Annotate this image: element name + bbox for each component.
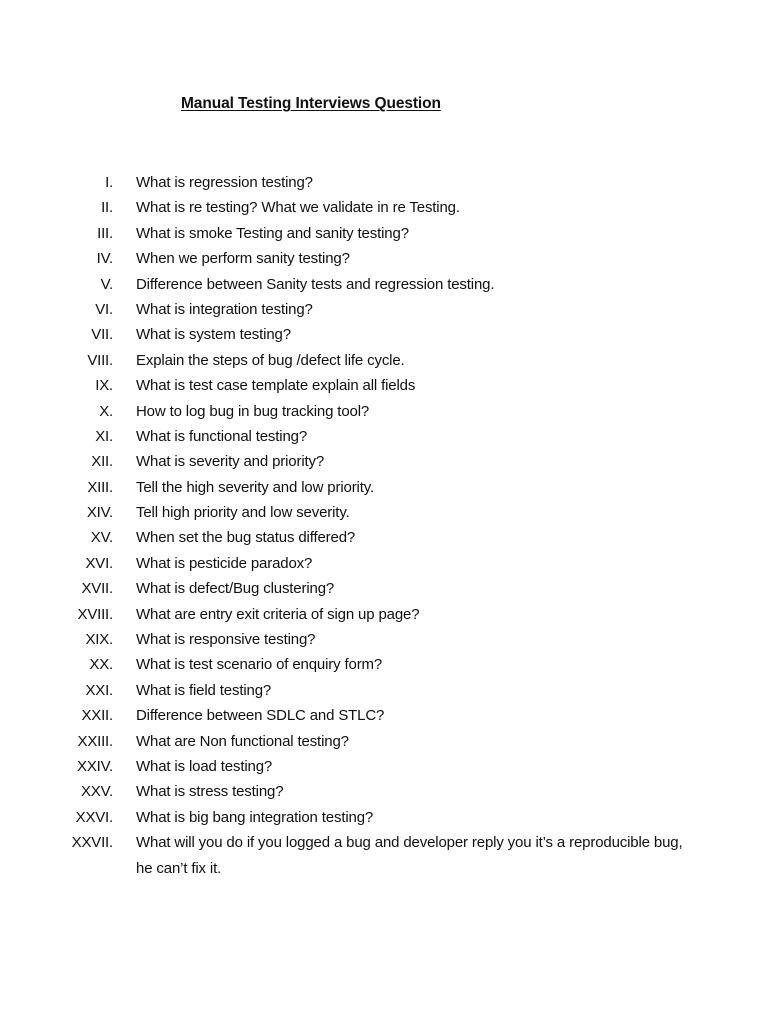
list-item-text: What is load testing? [136, 757, 273, 775]
list-item [0, 170, 768, 195]
list-item-text: What is system testing? [136, 326, 291, 344]
list-item-text: Tell high priority and low severity. [136, 504, 350, 522]
list-item-numeral: XXV. [80, 783, 113, 801]
list-item-text: What is field testing? [136, 681, 272, 699]
list-item-numeral: XXII. [81, 707, 113, 725]
list-item [0, 678, 768, 703]
list-item-numeral: XXI. [85, 681, 113, 699]
list-item [0, 576, 768, 601]
list-item-numeral: IX. [95, 377, 113, 395]
list-item-text: What is re testing? What we validate in re Testing. [136, 199, 460, 217]
list-item-numeral: XII. [91, 453, 113, 471]
list-item-text: What are entry exit criteria of sign up page? [136, 605, 420, 623]
list-item-text: Explain the steps of bug /defect life cycle. [136, 351, 405, 369]
list-item-numeral: XV. [90, 529, 113, 547]
list-item-text: What is smoke Testing and sanity testing? [136, 224, 409, 242]
list-item-text: What is responsive testing? [136, 631, 316, 649]
list-item-text: When we perform sanity testing? [136, 250, 350, 268]
list-item-text: What is severity and priority? [136, 453, 325, 471]
list-item [0, 246, 768, 271]
list-item [0, 805, 768, 830]
list-item-numeral: IV. [96, 250, 113, 268]
list-item-text: Tell the high severity and low priority. [136, 478, 374, 496]
list-item [0, 525, 768, 550]
list-item-text: Difference between SDLC and STLC? [136, 707, 385, 725]
list-item-numeral: XVI. [85, 554, 113, 572]
list-item-text: What is stress testing? [136, 783, 284, 801]
list-item [0, 195, 768, 220]
list-item [0, 551, 768, 576]
list-item-numeral: XX. [89, 656, 113, 674]
document-title: Manual Testing Interviews Question [181, 95, 441, 112]
list-item-numeral: III. [97, 224, 113, 242]
list-item-text: What is test case template explain all fields [136, 377, 416, 395]
list-item-numeral: XXIII. [77, 732, 113, 750]
list-item-numeral: XVIII. [77, 605, 113, 623]
list-item [0, 449, 768, 474]
list-item [0, 627, 768, 652]
list-item [0, 652, 768, 677]
list-item-numeral: II. [101, 199, 113, 217]
list-item [0, 703, 768, 728]
list-item [0, 475, 768, 500]
list-item-numeral: VII. [91, 326, 113, 344]
list-item-text: What is pesticide paradox? [136, 554, 313, 572]
list-item-numeral: XXIV. [77, 757, 113, 775]
list-item [0, 729, 768, 754]
list-item [0, 500, 768, 525]
list-item-numeral: XVII. [81, 580, 113, 598]
list-item-numeral: X. [99, 402, 113, 420]
list-item-text: What is big bang integration testing? [136, 808, 374, 826]
list-item-numeral: XIX. [85, 631, 113, 649]
list-item-numeral: I. [105, 174, 113, 191]
list-item-text: What will you do if you logged a bug and developer reply you it’s a reproducible bug, he can’t fix it. [136, 834, 683, 877]
list-item-numeral: XXVI. [75, 808, 113, 826]
list-item-numeral: XIV. [86, 504, 113, 522]
list-item [0, 322, 768, 347]
list-item-numeral: V. [100, 275, 113, 293]
list-item [0, 221, 768, 246]
list-item-text: What is functional testing? [136, 427, 308, 445]
list-item [0, 297, 768, 322]
list-item-text: When set the bug status differed? [136, 529, 356, 547]
list-item-text: What is regression testing? [136, 174, 313, 191]
list-item [0, 602, 768, 627]
list-item-numeral: XI. [95, 427, 113, 445]
list-item-numeral: VI. [95, 300, 113, 318]
list-item [0, 754, 768, 779]
list-item-text: How to log bug in bug tracking tool? [136, 402, 370, 420]
list-item [0, 373, 768, 398]
list-item-numeral: XXVII. [71, 834, 113, 852]
list-item [0, 424, 768, 449]
list-item-text: What are Non functional testing? [136, 732, 349, 750]
list-item-text: What is defect/Bug clustering? [136, 580, 335, 598]
list-item-text: What is integration testing? [136, 300, 313, 318]
list-item [0, 830, 768, 881]
question-list [0, 170, 768, 881]
list-item [0, 399, 768, 424]
list-item-text: Difference between Sanity tests and regression testing. [136, 275, 495, 293]
list-item-numeral: VIII. [87, 351, 113, 369]
list-item [0, 779, 768, 804]
list-item [0, 272, 768, 297]
list-item [0, 348, 768, 373]
list-item-text: What is test scenario of enquiry form? [136, 656, 383, 674]
list-item-numeral: XIII. [87, 478, 113, 496]
